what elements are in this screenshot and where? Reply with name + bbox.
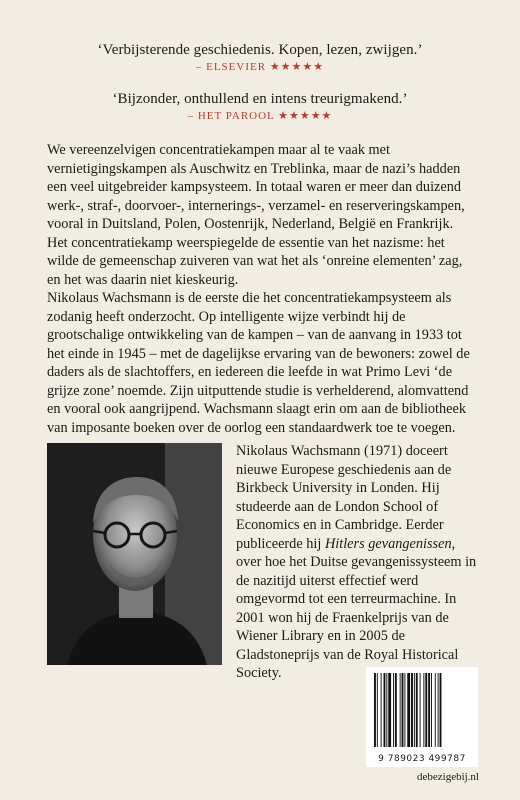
quote-text: ‘Bijzonder, onthullend en intens treurigmakend.’ (112, 91, 408, 107)
author-portrait-icon (47, 443, 222, 665)
bio-text-end: , over hoe het Duitse gevangenissysteem in de nazitijd uiterst effectief werd omgevormd tot een terreurmachine. In 2001 won hij de Fraenkelprijs van de Wiener Library en in 2005 de Gladstoneprijs van de Royal Historical Society. (236, 535, 477, 681)
quote-text: ‘Verbijsterende geschiedenis. Kopen, lezen, zwijgen.’ (97, 42, 423, 58)
quote-attribution (0, 108, 520, 124)
quote-source: – HET PAROOL (187, 110, 275, 122)
isbn-number: 9 789023 499787 (378, 754, 466, 764)
barcode-icon (366, 667, 478, 752)
blurb-paragraph-2: Nikolaus Wachsmann is de eerste die het concentratiekampsysteem als zodanig heeft onderzocht. Op intelligente wijze verbindt hij de grootschalige ontwikkeling van de kampen – van de aanvang in 1933 tot het einde in 1945 – met de dagelijkse ervaring van de bewoners: zowel de daders als de slachtoffers, en iedereen die leefde in wat Primo Levi ‘de grijze zone’ noemde. Zijn uitputtende studie is verhelderend, alomvattend en vooral ook aangrijpend. Wachsmann slaagt erin om aan de bibliotheek van imposante boeken over de oorlog een standaardwerk toe te voegen. (47, 290, 470, 436)
isbn-barcode (366, 667, 478, 767)
book-blurb (47, 141, 477, 437)
star-rating-icon: ★★★★★ (269, 61, 325, 73)
bio-book-title: Hitlers gevangenissen (324, 535, 452, 552)
blurb-paragraph-1: We vereenzelvigen concentratiekampen maar al te vaak met vernietigingskampen als Auschwitz en Treblinka, maar de nazi’s hadden een veel uitgebreider kampsysteem. In totaal waren er meer dan duizend werk-, straf-, doorvoer-, internerings-, verzamel- en reserveringskampen, vooral in Duitsland, Polen, Oostenrijk, Nederland, België en Frankrijk. Het concentratiekamp weerspiegelde de essentie van het nazisme: het wilde de gemeenschap zuiveren van wat het als ‘onreine elementen’ zag, en het was daarin niet kieskeurig. (47, 142, 465, 288)
bio-text-start: Nikolaus Wachsmann (1971) doceert nieuwe Europese geschiedenis aan de Birkbeck University in Londen. Hij studeerde aan de London School of Economics en in Cambridge. Eerder publiceerde hij (236, 443, 452, 552)
quote-source: – ELSEVIER (195, 61, 267, 73)
review-quote-elsevier (0, 42, 520, 75)
author-photo (47, 443, 222, 665)
publisher-website: debezigebij.nl (416, 771, 479, 783)
quote-attribution (0, 59, 520, 75)
author-bio (236, 442, 481, 683)
review-quote-het-parool (0, 91, 520, 124)
star-rating-icon: ★★★★★ (278, 110, 333, 122)
